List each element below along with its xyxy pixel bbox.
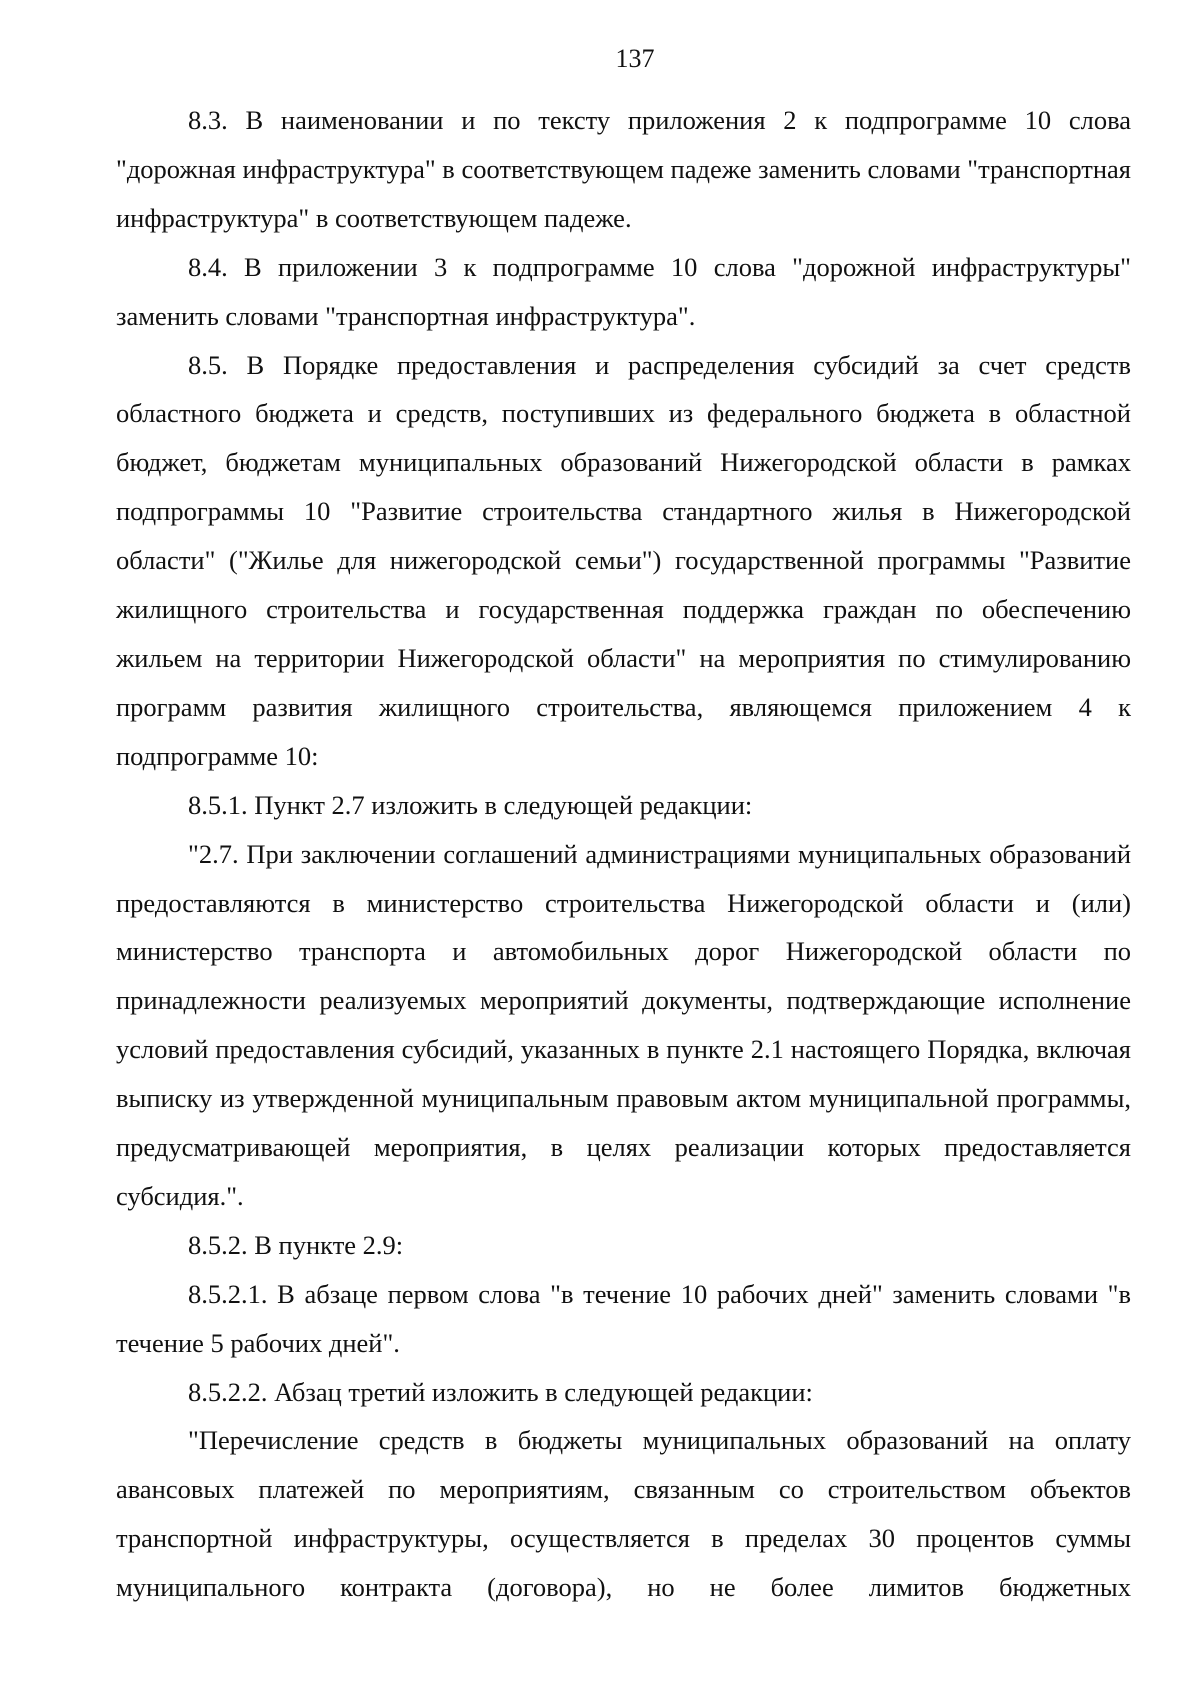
- paragraph-8-4: 8.4. В приложении 3 к подпрограмме 10 слова "дорожной инфраструктуры" заменить словами "транспортная инфраструктура".: [116, 251, 1131, 331]
- page-number: 137: [615, 44, 655, 73]
- paragraph-2-7-quote: "2.7. При заключении соглашений администрациями муниципальных образований предоставляются в министерство строительства Нижегородской области и (или) министерство транспорта и автомобильных дорог Нижегородской области по принадлежности реализуемых мероприятий документы, подтверждающие исполнение условий предоставления субсидий, указанных в пункте 2.1 настоящего Порядка, включая выписку из утвержденной муниципальным правовым актом муниципальной программы, предусматривающей мероприятия, в целях реализации которых предоставляется субсидия.".: [116, 838, 1131, 1211]
- paragraph-8-5: 8.5. В Порядке предоставления и распределения субсидий за счет средств областного бюджета и средств, поступивших из федерального бюджета в областной бюджет, бюджетам муниципальных образований Нижегородской области в рамках подпрограммы 10 "Развитие строительства стандартного жилья в Нижегородской области" ("Жилье для нижегородской семьи") государственной программы "Развитие жилищного строительства и государственная поддержка граждан по обеспечению жильем на территории Нижегородской области" на мероприятия по стимулированию программ развития жилищного строительства, являющемся приложением 4 к подпрограмме 10:: [116, 349, 1131, 771]
- paragraph-8-5-2: 8.5.2. В пункте 2.9:: [188, 1229, 404, 1260]
- paragraph-8-5-1: 8.5.1. Пункт 2.7 изложить в следующей редакции:: [188, 789, 753, 820]
- paragraph-8-3: 8.3. В наименовании и по тексту приложения 2 к подпрограмме 10 слова "дорожная инфраструктура" в соответствующем падеже заменить словами "транспортная инфраструктура" в соответствующем падеже.: [116, 105, 1131, 233]
- paragraph-transfer-quote: "Перечисление средств в бюджеты муниципальных образований на оплату авансовых платежей по мероприятиям, связанным со строительством объектов транспортной инфраструктуры, осуществляется в пределах 30 процентов суммы муниципального контракта (договора), но не более лимитов бюджетных: [116, 1425, 1131, 1603]
- paragraph-8-5-2-2: 8.5.2.2. Абзац третий изложить в следующей редакции:: [188, 1376, 813, 1407]
- paragraph-8-5-2-1: 8.5.2.1. В абзаце первом слова "в течение 10 рабочих дней" заменить словами "в течение 5 рабочих дней".: [116, 1278, 1131, 1358]
- document-body: [116, 96, 1131, 1612]
